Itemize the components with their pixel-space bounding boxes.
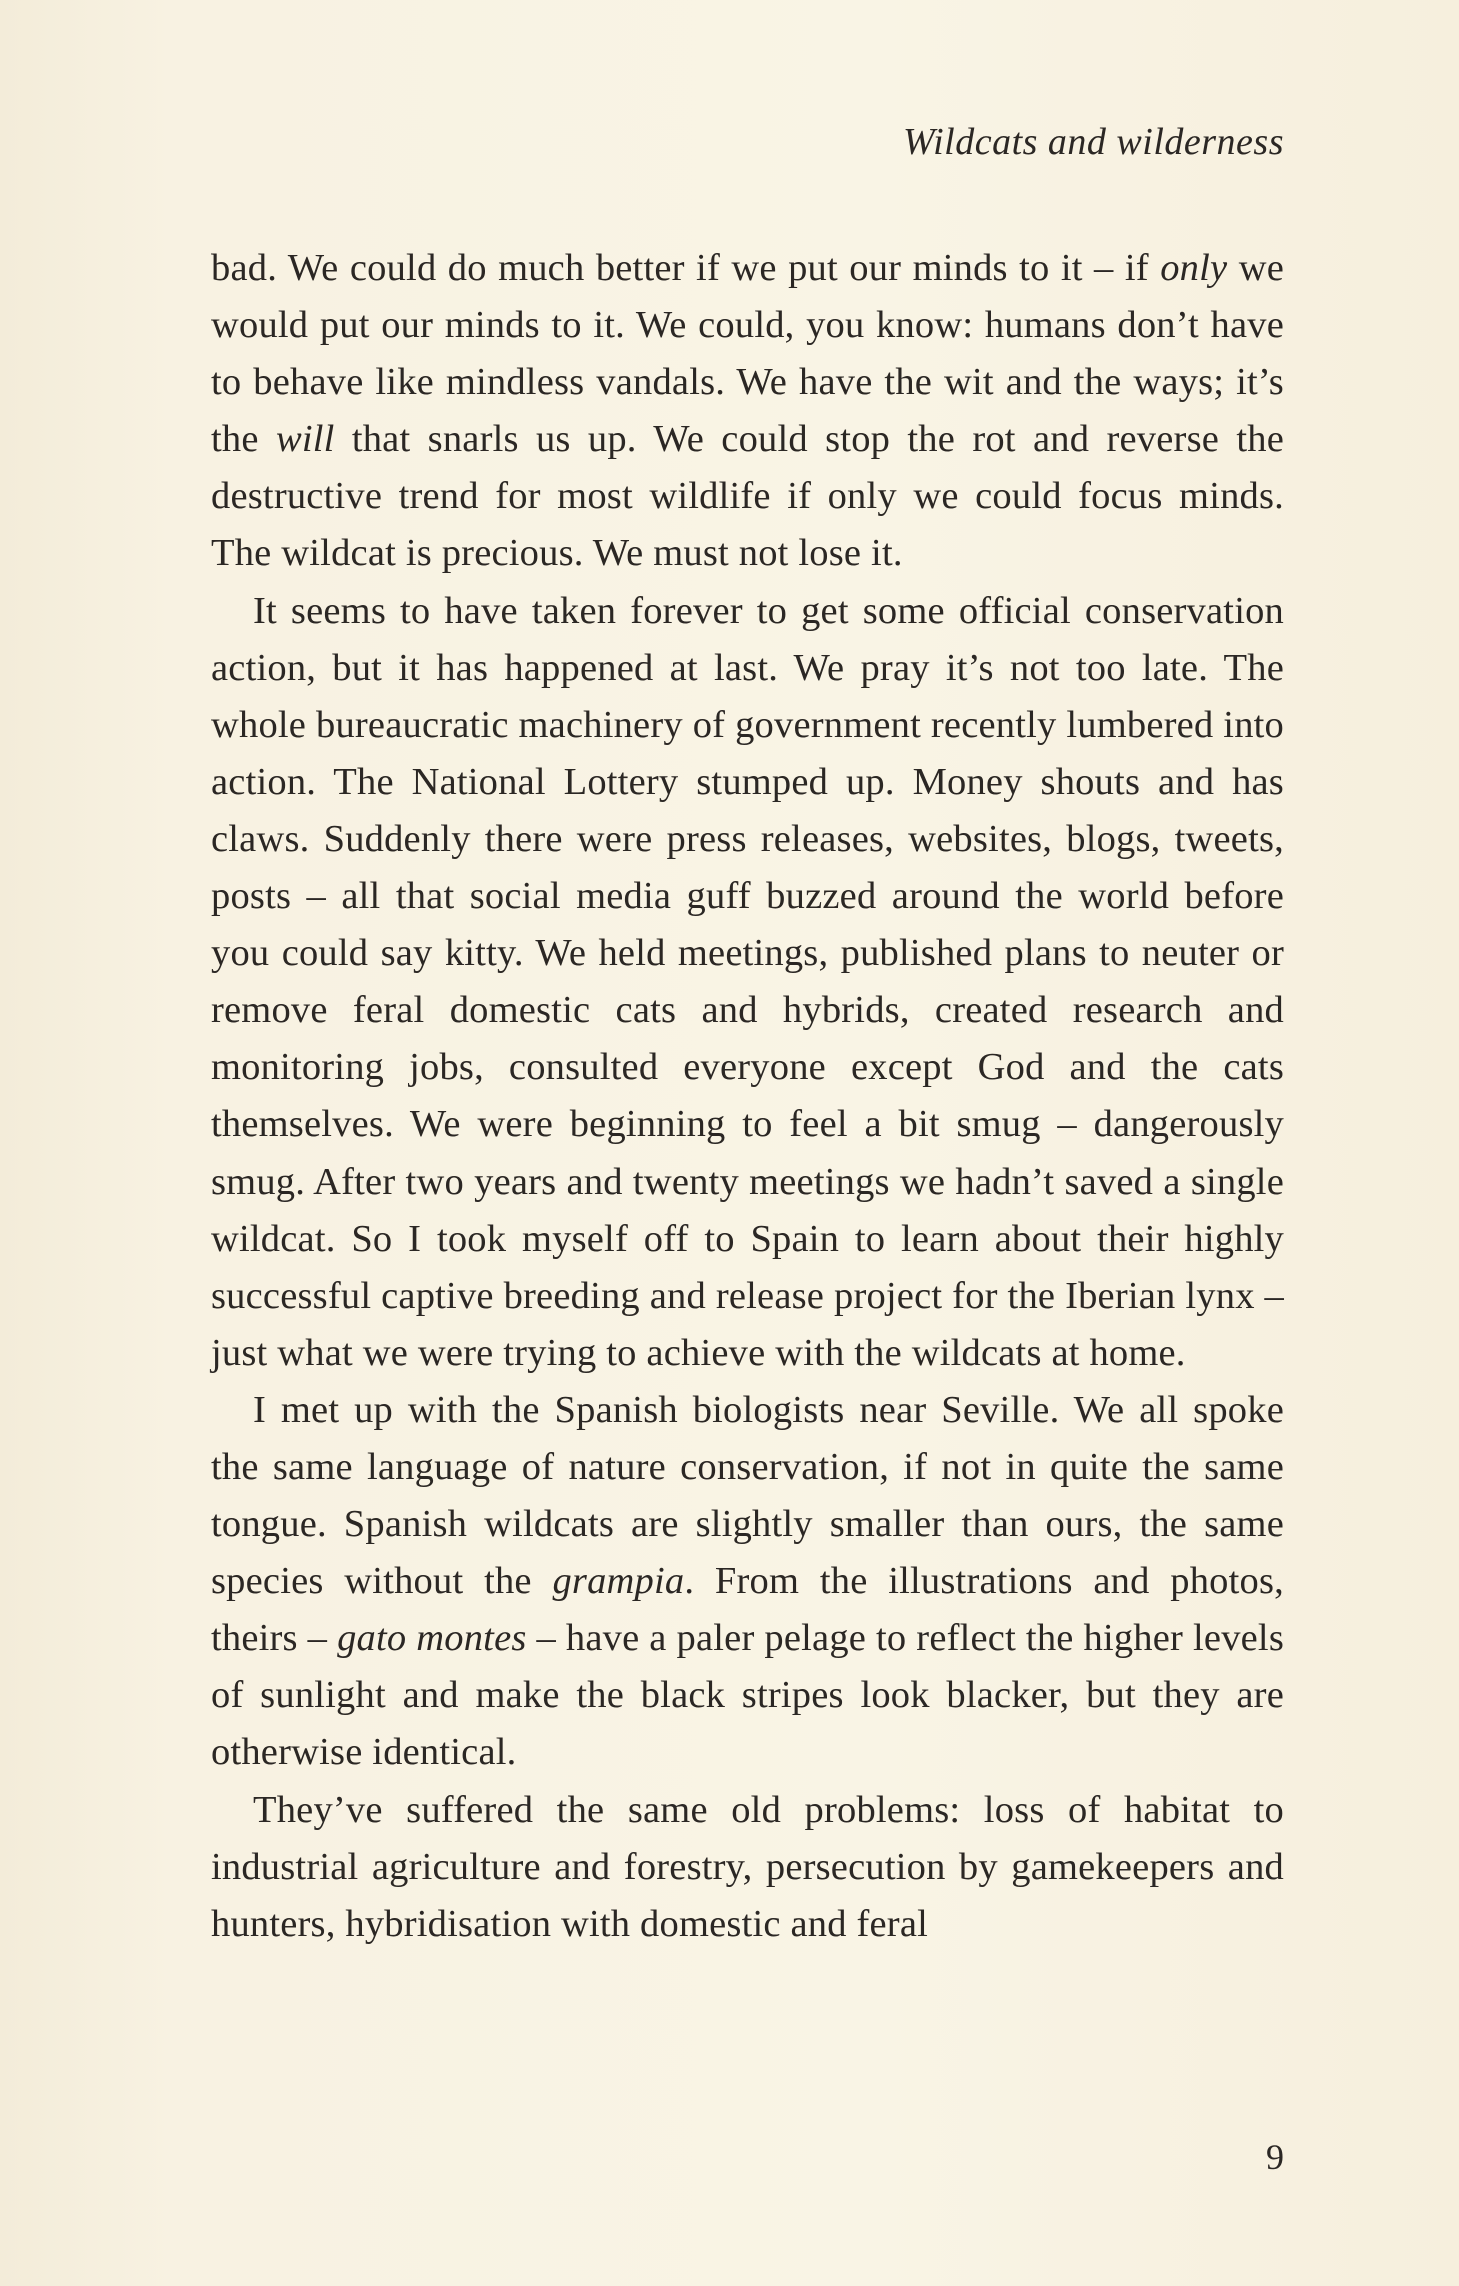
paragraph-2: It seems to have taken forever to get some official conservation action, but it has happened at last. We pray it’s not too late. The whole bureaucratic machinery of government recently lumbered into action. The National Lottery stumped up. Money shouts and has claws. Suddenly there were press releases, websites, blogs, tweets, posts – all that social media guff buzzed around the world before you could say kitty. We held meetings, published plans to neuter or remove feral domestic cats and hybrids, created research and monitoring jobs, consulted everyone except God and the cats themselves. We were beginning to feel a bit smug – dangerously smug. After two years and twenty meetings we hadn’t saved a single wildcat. So I took myself off to Spain to learn about their highly successful captive breeding and release project for the Iberian lynx – just what we were trying to achieve with the wildcats at home. [211,589,1284,1374]
paragraph-1-text-a: bad. We could do much better if we put our minds to it – if [211,247,1161,289]
paragraph-1-emphasis-only: only [1160,247,1228,289]
paragraph-3-emphasis-grampia: grampia [552,1560,685,1603]
body-text [211,240,1284,1953]
paragraph-3-text-a: I met up with the Spanish biologists near Seville. We all spoke the same language of nature conservation, if not in quite the same tongue. Spanish wildcats are slightly smaller than ours, the same species without the [211,1388,1284,1603]
paragraph-1-text-c: that snarls us up. We could stop the rot and reverse the destructive trend for most wildlife if only we could focus minds. The wildcat is precious. We must not lose it. [211,418,1284,575]
running-head: Wildcats and wilderness [903,121,1284,163]
paragraph-4: They’ve suffered the same old problems: loss of habitat to industrial agriculture and forestry, persecution by gamekeepers and hunters, hybridisation with domestic and feral [211,1788,1284,1945]
paragraph-1-emphasis-will: will [275,418,335,461]
paragraph-1-text-b: we would put our minds to it. We could, you know: humans don’t have to behave like mindless vandals. We have the wit and the ways; it’s the [211,247,1284,461]
paragraph-3-emphasis-gato-montes: gato montes [337,1617,527,1660]
paragraph-3-text-b: . From the illustrations and photos, theirs – [211,1560,1284,1660]
paragraph-1 [211,240,1284,583]
paragraph-3-text-c: – have a paler pelage to reflect the higher levels of sunlight and make the black stripes look blacker, but they are otherwise identical. [211,1617,1285,1774]
paragraph-3 [211,1382,1284,1782]
page-number: 9 [1266,2137,1284,2177]
